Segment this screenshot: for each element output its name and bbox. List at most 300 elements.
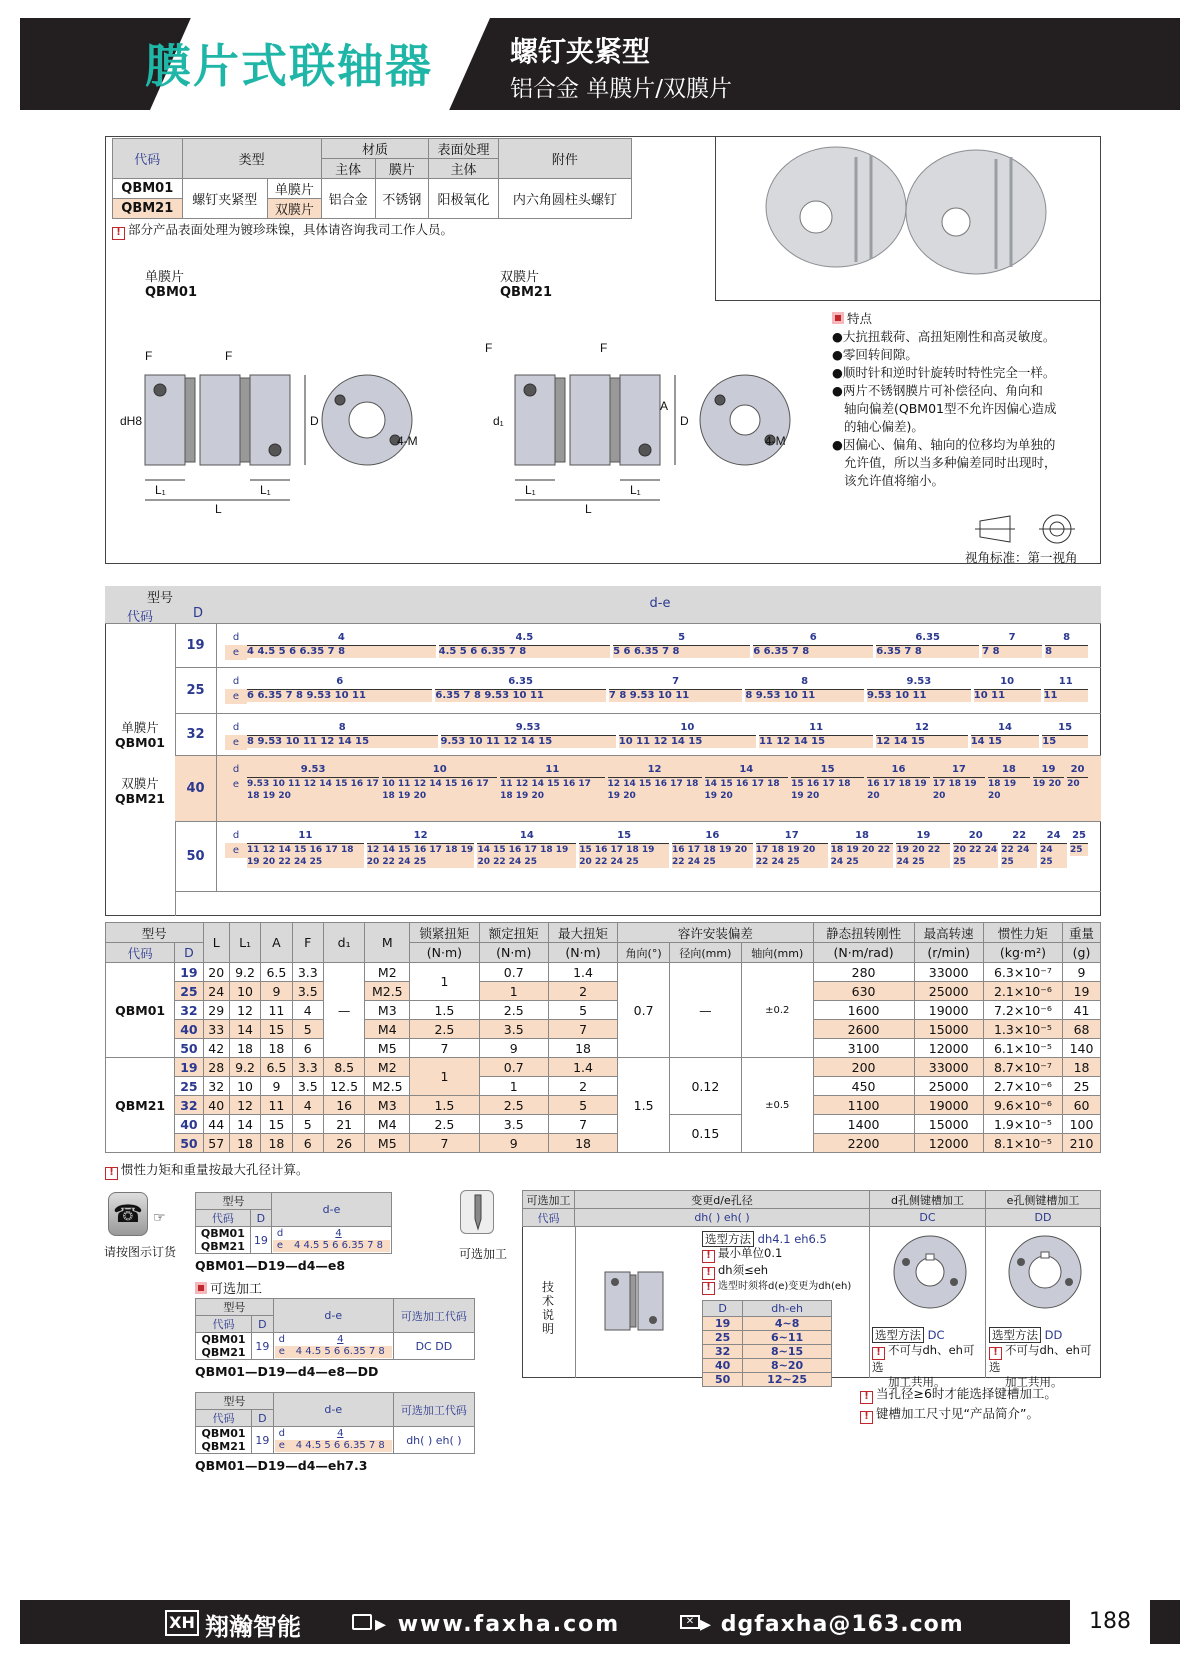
spec-cell: 33000 <box>914 963 983 982</box>
de-cell <box>435 674 606 704</box>
de-cell <box>971 720 1040 750</box>
de-cell <box>896 828 950 868</box>
spec-M: M2.5 <box>365 982 410 1001</box>
de-row-D: 40 <box>175 756 217 822</box>
spec-row <box>106 963 1101 982</box>
de-e-value: 6 6.35 7 8 <box>753 646 873 658</box>
de-e-value: 14 15 <box>971 736 1040 748</box>
dim-L1-3: L₁ <box>525 483 536 497</box>
spec-cell: 8.7×10⁻⁷ <box>983 1058 1062 1077</box>
o2-c1: QBM01 <box>201 1333 246 1346</box>
de-single: 单膜片 <box>121 720 159 735</box>
dim-d1: d₁ <box>493 414 504 428</box>
surface-value: 阳极氧化 <box>429 179 499 219</box>
de-d-value: 19 <box>1033 762 1064 778</box>
de-single-code: QBM01 <box>115 735 165 750</box>
de-h-model: 型号 <box>146 591 173 606</box>
spec-h-nm: (N·m) <box>410 943 479 963</box>
de-d-value: 10 <box>974 674 1041 690</box>
dim-4M-1: 4-M <box>397 434 418 448</box>
de-cell <box>876 630 979 660</box>
de-d-value: 7 <box>982 630 1042 646</box>
op-h-opt: 可选加工 <box>523 1191 575 1209</box>
de-cell <box>500 762 604 802</box>
de-cell <box>609 674 742 704</box>
spec-h-speed-unit: (r/min) <box>914 943 983 963</box>
de-cell <box>672 828 753 868</box>
projection-standard: 视角标准：第一视角 <box>965 550 1078 565</box>
de-cell <box>988 762 1030 802</box>
keyway-note-2: 键槽加工尺寸见“产品简介”。 <box>876 1406 1039 1421</box>
de-d-value: 6 <box>753 630 873 646</box>
spec-h-angle: 角向(°) <box>618 943 670 963</box>
dh-D: 19 <box>703 1317 743 1331</box>
de-d-value: 9.53 <box>867 674 971 690</box>
order-table-2 <box>195 1298 475 1360</box>
spec-M: M4 <box>365 1020 410 1039</box>
o1-ev: 4 4.5 5 6 6.35 7 8 <box>293 1240 384 1251</box>
spec-rated: 3.5 <box>479 1020 548 1039</box>
de-e-value: 6.35 7 8 <box>876 646 979 658</box>
de-row <box>175 822 1101 892</box>
de-d-value: 11 <box>500 762 604 778</box>
phone-icon: ☎ <box>108 1192 148 1236</box>
de-row-labels <box>225 630 247 660</box>
spec-cell: 57 <box>203 1134 229 1153</box>
de-e-value: 15 16 17 18 19 20 <box>791 778 864 802</box>
op-divider-3 <box>985 1226 986 1378</box>
o3-h-code: 代码 <box>196 1410 252 1427</box>
dc-note-1: 不可与dh、eh可选 <box>872 1343 975 1374</box>
h-code: 代码 <box>113 139 183 179</box>
de-d-value: 9.53 <box>247 762 379 778</box>
h-body: 主体 <box>321 159 375 179</box>
optional-processing-header <box>522 1190 1101 1227</box>
spec-cell: 630 <box>813 982 914 1001</box>
dh-h-range: dh-eh <box>743 1301 832 1317</box>
h-surface-body: 主体 <box>429 159 499 179</box>
features-title-text: 特点 <box>847 311 873 326</box>
op-cond: dh须≤eh <box>718 1263 769 1277</box>
single-label: 单膜片 <box>145 270 185 285</box>
warning-icon: ! <box>702 1267 715 1280</box>
code-qbm21: QBM21 <box>113 199 183 219</box>
dc-note <box>872 1328 984 1390</box>
spec-axial: ±0.2 <box>741 963 813 1058</box>
spec-code-qbm21: QBM21 <box>106 1058 175 1153</box>
spec-D: 25 <box>175 982 203 1001</box>
spec-cell: 3.3 <box>292 963 323 982</box>
spec-max: 7 <box>548 1020 617 1039</box>
dim-dH8: dH8 <box>120 414 143 428</box>
spec-M: M5 <box>365 1039 410 1058</box>
spec-max: 1.4 <box>548 1058 617 1077</box>
dim-4M-2: 4-M <box>765 434 786 448</box>
o3-h-D: D <box>252 1410 274 1427</box>
dim-L1-4: L₁ <box>630 483 641 497</box>
de-e-value: 9.53 10 11 12 14 15 16 17 18 19 20 <box>247 779 379 801</box>
spec-h-inertia: 惯性力矩 <box>983 923 1062 943</box>
de-d-value: 12 <box>876 720 967 736</box>
spec-row <box>106 1077 1101 1096</box>
spec-cell: 9.6×10⁻⁶ <box>983 1096 1062 1115</box>
spec-h-axial: 轴向(mm) <box>741 943 813 963</box>
spec-lock: 1.5 <box>410 1001 479 1020</box>
spec-table <box>105 922 1101 1153</box>
de-single-group <box>105 720 175 750</box>
o3-h-model: 型号 <box>196 1393 274 1410</box>
spec-cell: 9.2 <box>229 963 260 982</box>
de-e-value: 7 8 <box>982 646 1042 658</box>
spec-h-A: A <box>261 923 292 963</box>
de-d-value: 25 <box>1070 828 1088 844</box>
spec-row <box>106 1115 1101 1134</box>
features-block <box>832 310 1102 490</box>
double-value: 双膜片 <box>268 199 322 219</box>
de-cell <box>613 630 750 660</box>
de-d-value: 17 <box>756 828 828 844</box>
de-d-value: 6.35 <box>876 630 979 646</box>
de-cell <box>477 828 576 868</box>
page-subtitle: 螺钉夹紧型 <box>510 35 651 68</box>
o2-h-opt: 可选加工代码 <box>393 1299 474 1333</box>
o3-dv: 4 <box>337 1428 344 1439</box>
de-e-value: 18 19 20 <box>988 778 1030 802</box>
de-cell <box>745 674 864 704</box>
de-d-value: 12 <box>608 762 702 778</box>
op-change-note: 选型时须将d(e)变更为dh(eh) <box>718 1281 852 1292</box>
spec-max: 5 <box>548 1001 617 1020</box>
spec-axial: ±0.5 <box>741 1058 813 1153</box>
spec-cell: 2.7×10⁻⁶ <box>983 1077 1062 1096</box>
de-cell <box>579 828 669 868</box>
spec-cell: 9 <box>261 982 292 1001</box>
spec-cell: 33 <box>203 1020 229 1039</box>
dh-range: 6~11 <box>743 1331 832 1345</box>
de-e-value: 18 19 20 22 24 25 <box>831 844 894 868</box>
de-cell <box>753 630 873 660</box>
spec-angle: 1.5 <box>618 1058 670 1153</box>
spec-cell: M5 <box>365 1134 410 1153</box>
film-value: 不锈钢 <box>375 179 429 219</box>
spec-cell: 18 <box>261 1134 292 1153</box>
spec-cell: 18 <box>1063 1058 1101 1077</box>
order-example-2: QBM01—D19—d4—e8—DD <box>195 1364 379 1379</box>
o1-h-de: d-e <box>272 1193 392 1227</box>
spec-cell: 3.3 <box>292 1058 323 1077</box>
spec-radial: 0.15 <box>669 1115 741 1153</box>
dim-L-2: L <box>585 502 592 516</box>
spec-h-code: 代码 <box>106 943 175 963</box>
spec-h-weight-unit: (g) <box>1063 943 1101 963</box>
de-e-value: 4.5 5 6 6.35 7 8 <box>439 646 610 658</box>
spec-cell: 33000 <box>914 1058 983 1077</box>
de-d-value: 10 <box>619 720 756 736</box>
footer-email[interactable]: ▸ dgfaxha@163.com <box>700 1612 964 1637</box>
dh-D: 25 <box>703 1331 743 1345</box>
spec-h-L1: L₁ <box>229 923 260 963</box>
red-square-icon <box>832 312 844 324</box>
spec-cell: 6.5 <box>261 963 292 982</box>
op-c-dc: DC <box>870 1209 986 1227</box>
spec-cell: 3.5 <box>292 982 323 1001</box>
surface-note-text: 部分产品表面处理为镀珍珠镍，具体请咨询我司工作人员。 <box>128 222 454 237</box>
de-e-value: 9.53 10 11 12 14 15 <box>441 736 616 748</box>
dd-keyway-drawing <box>995 1232 1095 1324</box>
features-title <box>832 310 1102 328</box>
spec-body <box>106 963 1101 1153</box>
spec-cell: 24 <box>203 982 229 1001</box>
o3-D: 19 <box>252 1427 274 1454</box>
keyway-note-1: 当孔径≥6时才能选择键槽加工。 <box>876 1386 1057 1401</box>
de-row-values <box>225 720 1091 750</box>
spec-cell: 10 <box>229 982 260 1001</box>
spec-row <box>106 1134 1101 1153</box>
spec-cell: 25000 <box>914 982 983 1001</box>
spec-D: 50 <box>175 1134 203 1153</box>
de-d-value: 9.53 <box>441 720 616 736</box>
de-e-value: 10 11 <box>974 690 1041 702</box>
de-d-label: d <box>232 722 240 733</box>
o2-d-label: d <box>278 1334 285 1345</box>
spec-cell: 1.9×10⁻⁵ <box>983 1115 1062 1134</box>
h-material: 材质 <box>321 139 428 159</box>
de-h-de: d-e <box>649 596 671 611</box>
spec-lock: 1 <box>410 963 479 1001</box>
dim-L1-1: L₁ <box>155 483 166 497</box>
de-cell <box>1044 674 1088 704</box>
tech-note-label: 技术说明 <box>542 1280 555 1336</box>
de-d-value: 11 <box>759 720 873 736</box>
spec-cell: 15000 <box>914 1115 983 1134</box>
de-row-values <box>225 674 1091 704</box>
spec-cell: 7.2×10⁻⁶ <box>983 1001 1062 1020</box>
de-e-value: 24 25 <box>1040 844 1067 868</box>
de-d-value: 8 <box>745 674 864 690</box>
de-e-value: 17 18 19 20 22 24 25 <box>756 844 828 868</box>
mail-icon: ✕ <box>680 1615 700 1629</box>
spec-cell: 2.1×10⁻⁶ <box>983 982 1062 1001</box>
o1-D: 19 <box>250 1227 271 1254</box>
spec-row <box>106 1020 1101 1039</box>
spec-D: 19 <box>175 963 203 982</box>
o3-d-label: d <box>278 1428 285 1439</box>
dh-row <box>703 1373 832 1387</box>
spec-cell: 12000 <box>914 1039 983 1058</box>
de-cell <box>367 828 475 868</box>
spec-cell: 18 <box>261 1039 292 1058</box>
feature-item: 该允许值将缩小。 <box>844 473 945 488</box>
de-e-value: 15 16 17 18 19 20 22 24 25 <box>579 844 669 868</box>
dc-sel-value: DC <box>927 1328 945 1342</box>
spec-cell: 11 <box>261 1096 292 1115</box>
spec-rated: 3.5 <box>479 1115 548 1134</box>
o1-e-label: e <box>276 1240 284 1251</box>
de-row-D: 32 <box>175 714 217 756</box>
spec-max: 18 <box>548 1134 617 1153</box>
de-e-value: 25 <box>1070 844 1088 856</box>
spec-cell: 25 <box>1063 1077 1101 1096</box>
de-e-value: 20 22 24 25 <box>953 845 998 867</box>
de-cell <box>933 762 985 802</box>
spec-cell: 28 <box>203 1058 229 1077</box>
o2-dv: 4 <box>337 1334 344 1345</box>
spec-cell: 19 <box>1063 982 1101 1001</box>
de-d-value: 20 <box>953 828 998 844</box>
de-cell <box>1001 828 1037 868</box>
spec-cell: 26 <box>323 1134 364 1153</box>
spec-cell: 280 <box>813 963 914 982</box>
de-e-value: 11 12 14 15 <box>759 736 873 748</box>
feature-item: 允许值，所以当多种偏差同时出现时， <box>844 455 1057 470</box>
de-cell <box>831 828 894 868</box>
footer-website[interactable]: ▸ www.faxha.com <box>375 1612 621 1637</box>
red-square-icon <box>195 1282 207 1294</box>
de-e-value: 8 9.53 10 11 12 14 15 <box>247 736 438 748</box>
accessory-value: 内六角圆柱头螺钉 <box>498 179 631 219</box>
o2-h-code: 代码 <box>196 1316 252 1333</box>
o1-h-model: 型号 <box>196 1193 272 1210</box>
op-sel-value: dh4.1 eh6.5 <box>757 1232 827 1246</box>
de-d-value: 4.5 <box>439 630 610 646</box>
spec-max: 7 <box>548 1115 617 1134</box>
spec-rated: 0.7 <box>479 1058 548 1077</box>
spec-cell: 12 <box>229 1096 260 1115</box>
material-table <box>112 138 632 219</box>
de-cell <box>247 828 364 868</box>
dd-sel-value: DD <box>1044 1328 1063 1342</box>
page-number: 188 <box>1070 1600 1150 1644</box>
de-e-value: 9.53 10 11 <box>867 690 971 702</box>
de-d-label: d <box>232 830 240 841</box>
inertia-note <box>105 1160 309 1180</box>
spec-h-inertia-unit: (kg·m²) <box>983 943 1062 963</box>
o2-h-model: 型号 <box>196 1299 274 1316</box>
o3-opt-code: dh( ) eh( ) <box>393 1427 474 1454</box>
de-h-code: 代码 <box>126 610 153 625</box>
dh-row <box>703 1359 832 1373</box>
spec-cell: 8.1×10⁻⁵ <box>983 1134 1062 1153</box>
spec-h-speed: 最高转速 <box>914 923 983 943</box>
o3-c1: QBM01 <box>201 1427 246 1440</box>
body-value: 铝合金 <box>321 179 375 219</box>
spec-cell: 41 <box>1063 1001 1101 1020</box>
de-cell <box>608 762 702 802</box>
product-photo-frame <box>715 136 1101 301</box>
de-e-value: 6 6.35 7 8 9.53 10 11 <box>247 690 432 702</box>
dh-range: 4~8 <box>743 1317 832 1331</box>
de-e-value: 19 20 <box>1033 778 1064 790</box>
warning-icon: ! <box>702 1282 715 1295</box>
warning-icon: ! <box>872 1347 885 1360</box>
spec-cell: 15 <box>261 1115 292 1134</box>
de-d-value: 16 <box>867 762 930 778</box>
de-e-label: e <box>225 645 247 660</box>
spec-cell: 5 <box>292 1115 323 1134</box>
o3-ev: 4 4.5 5 6 6.35 7 8 <box>295 1440 385 1451</box>
spec-cell: 42 <box>203 1039 229 1058</box>
de-d-value: 6 <box>247 674 432 690</box>
de-d-value: 14 <box>971 720 1040 736</box>
op-divider-1 <box>575 1226 576 1378</box>
de-cell <box>1045 630 1088 660</box>
spec-cell: 10 <box>229 1077 260 1096</box>
spec-row <box>106 982 1101 1001</box>
de-cell <box>705 762 789 802</box>
de-cell <box>1070 828 1088 868</box>
spec-cell: 1.3×10⁻⁵ <box>983 1020 1062 1039</box>
spec-cell: 14 <box>229 1020 260 1039</box>
spec-cell: 68 <box>1063 1020 1101 1039</box>
feature-item: ●零回转间隙。 <box>832 347 918 362</box>
spec-d1: — <box>323 963 364 1058</box>
feature-item: ●顺时针和逆时针旋转时特性完全一样。 <box>832 365 1056 380</box>
spec-M: M2 <box>365 963 410 982</box>
spec-cell: 6 <box>292 1134 323 1153</box>
o1-h-code: 代码 <box>196 1210 251 1227</box>
double-drawing-label <box>500 270 552 300</box>
dh-body <box>703 1317 832 1387</box>
double-code: QBM21 <box>500 285 552 300</box>
de-e-value: 17 18 19 20 <box>933 778 985 802</box>
spec-h-F: F <box>292 923 323 963</box>
spec-D: 40 <box>175 1020 203 1039</box>
o1-c2: QBM21 <box>200 1240 245 1253</box>
de-d-value: 20 <box>1067 762 1088 778</box>
dh-row <box>703 1331 832 1345</box>
spec-cell: 1100 <box>813 1096 914 1115</box>
dimension-drawings <box>105 330 825 520</box>
spec-cell: 29 <box>203 1001 229 1020</box>
warning-icon: ! <box>860 1411 873 1424</box>
de-e-value: 16 17 18 19 20 <box>867 778 930 802</box>
de-cell <box>953 828 998 868</box>
o2-ev: 4 4.5 5 6 6.35 7 8 <box>295 1346 385 1357</box>
spec-lock: 1 <box>410 1058 479 1096</box>
spec-cell: 14 <box>229 1115 260 1134</box>
de-e-value: 4 4.5 5 6 6.35 7 8 <box>247 646 436 658</box>
dh-row <box>703 1317 832 1331</box>
spec-rated: 0.7 <box>479 963 548 982</box>
dh-row <box>703 1345 832 1359</box>
spec-cell: 12 <box>229 1001 260 1020</box>
de-d-label: d <box>232 632 240 643</box>
optional-title <box>195 1278 262 1297</box>
spec-cell: 3.5 <box>292 1077 323 1096</box>
de-e-value: 20 <box>1067 778 1088 790</box>
o3-c2: QBM21 <box>201 1440 246 1453</box>
de-d-value: 12 <box>367 828 475 844</box>
dim-D-2: D <box>680 414 689 428</box>
de-d-value: 5 <box>613 630 750 646</box>
footer-brand: 翔瀚智能 <box>205 1613 301 1641</box>
spec-h-weight: 重量 <box>1063 923 1101 943</box>
feature-item: ●大抗扭载荷、高扭矩刚性和高灵敏度。 <box>832 329 1056 344</box>
spec-D: 40 <box>175 1115 203 1134</box>
spec-cell: 2200 <box>813 1134 914 1153</box>
spec-cell: 5 <box>292 1020 323 1039</box>
o3-e-label: e <box>278 1440 285 1451</box>
dim-A: A <box>660 399 669 413</box>
de-e-value: 15 <box>1042 736 1088 748</box>
de-cell <box>867 674 971 704</box>
spec-D: 32 <box>175 1001 203 1020</box>
de-e-value: 12 14 15 <box>876 736 967 748</box>
coupling-drawing-small <box>585 1262 695 1342</box>
de-cell <box>619 720 756 750</box>
spec-h-L: L <box>203 923 229 963</box>
de-cell <box>247 720 438 750</box>
